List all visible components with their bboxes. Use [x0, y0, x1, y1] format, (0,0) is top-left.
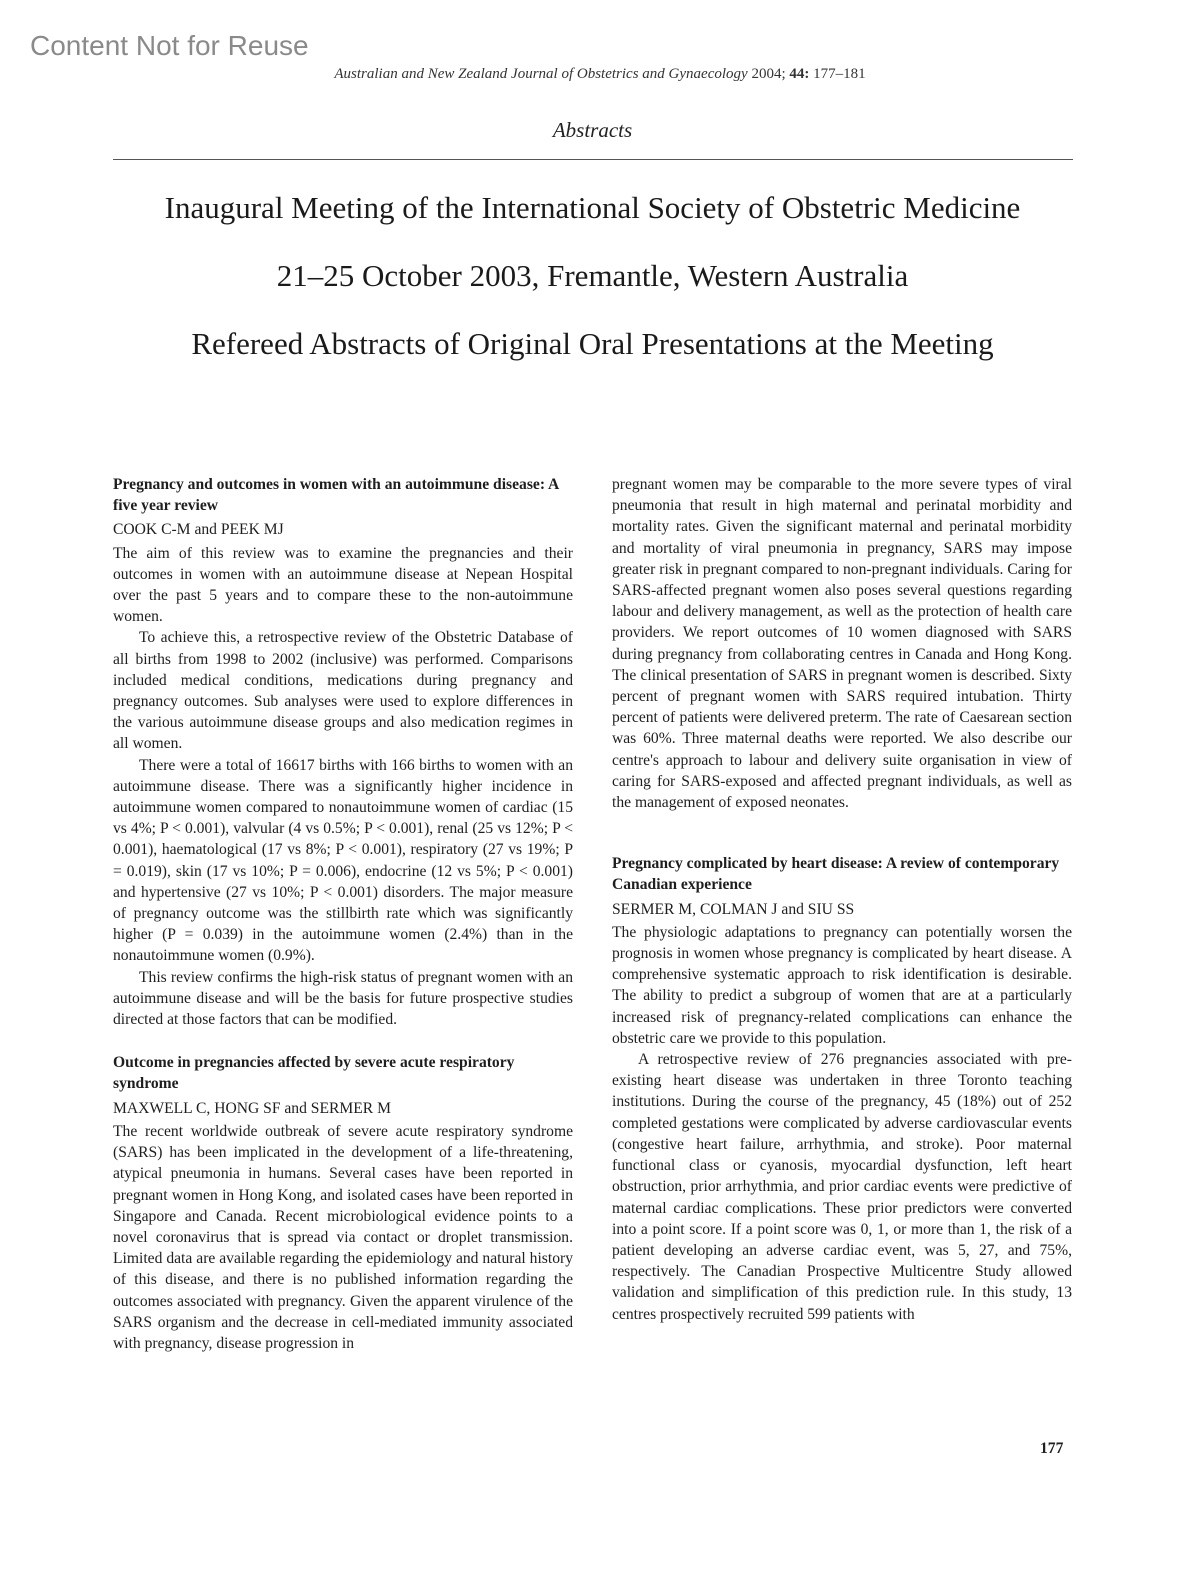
abstract-paragraph: A retrospective review of 276 pregnancies associated with pre-existing heart disease was undertaken in three Toronto teaching institutions. During the course of the pregnancy, 45 (18%) out of 252 completed gestations were complicated by adverse cardiovascular events (congestive heart failure, arrhythmia, and stroke). Poor maternal functional class or cyanosis, myocardial dysfunction, left heart obstruction, prior arrhythmia, and prior cardiac events were predictive of maternal cardiac complications. These prior predictors were converted into a point score. If a point score was 0, 1, or more than 1, the risk of a patient developing an adverse cardiac event, was 5, 27, and 75%, respectively. The Canadian Prospective Multicentre Study allowed validation and simplification of this prediction rule. In this study, 13 centres prospectively recruited 599 patients with — [612, 1051, 1072, 1323]
abstract-title: Pregnancy complicated by heart disease: A review of contemporary Canadian experience — [612, 855, 1060, 894]
abstract-paragraph: pregnant women may be comparable to the more severe types of viral pneumonia that result in high maternal and perinatal morbidity and mortality rates. Given the significant maternal and perinatal morbidity and mortality of viral pneumonia in pregnancy, SARS may impose greater risk in pregnant compared to non-pregnant individuals. Caring for SARS-affected pregnant women also poses several questions regarding labour and delivery management, as well as the protection of health care providers. We report outcomes of 10 women diagnosed with SARS during pregnancy from collaborating centres in Canada and Hong Kong. The clinical presentation of SARS in pregnant women is described. Sixty percent of pregnant women with SARS required intubation. Thirty percent of patients were delivered preterm. The rate of Caesarean section was 60%. Three maternal deaths were reported. We also describe our centre's approach to labour and delivery suite organisation in view of caring for SARS-exposed and affected pregnant individuals, as well as the management of exposed neonates. — [612, 476, 1072, 812]
abstract-title: Pregnancy and outcomes in women with an autoimmune disease: A five year review — [113, 476, 559, 515]
abstract-title: Outcome in pregnancies affected by severe acute respiratory syndrome — [113, 1054, 515, 1093]
abstract-authors: COOK C-M and PEEK MJ — [113, 521, 284, 539]
abstract-authors: MAXWELL C, HONG SF and SERMER M — [113, 1099, 391, 1117]
journal-year: 2004; — [751, 66, 786, 82]
page-number: 177 — [1040, 1440, 1064, 1457]
abstract-paragraph: This review confirms the high-risk status of pregnant women with an autoimmune disease and will be the basis for future prospective studies directed at those factors that can be modified. — [113, 968, 573, 1029]
left-column — [113, 474, 573, 1354]
abstract-heart-disease — [612, 853, 1072, 1324]
section-label: Abstracts — [552, 118, 633, 142]
abstract-autoimmune — [113, 474, 573, 1030]
abstract-paragraph: The recent worldwide outbreak of severe acute respiratory syndrome (SARS) has been implicated in the development of a life-threatening, atypical pneumonia in humans. Several cases have been reported in pregnant women in Hong Kong, and isolated cases have been reported in Singapore and Canada. Recent microbiological evidence points to a novel coronavirus that is spread via contact or droplet transmission. Limited data are available regarding the epidemiology and natural history of this disease, and there is no published information regarding the outcomes associated with pregnancy. Given the apparent virulence of the SARS organism and the decrease in cell-mediated immunity associated with pregnancy, disease progression in — [113, 1122, 573, 1352]
abstract-sars — [113, 1052, 573, 1354]
abstract-paragraph: There were a total of 16617 births with 166 births to women with an autoimmune disease. There was a significantly higher incidence in autoimmune women compared to nonautoimmune women of cardiac (15 vs 4%; P < 0.001), valvular (4 vs 0.5%; P < 0.001), renal (25 vs 12%; P < 0.001), haematological (17 vs 8%; P < 0.001), respiratory (27 vs 19%; P = 0.019), skin (17 vs 10%; P = 0.006), endocrine (12 vs 5%; P < 0.001) and hypertensive (27 vs 10%; P < 0.001) disorders. The major measure of pregnancy outcome was the stillbirth rate which was significantly higher (P = 0.039) in the autoimmune women (2.4%) than in the nonautoimmune women (0.9%). — [113, 756, 573, 965]
abstract-authors: SERMER M, COLMAN J and SIU SS — [612, 900, 855, 918]
header-rule — [113, 159, 1073, 160]
journal-name: Australian and New Zealand Journal of Obstetrics and Gynaecology — [334, 66, 748, 82]
meeting-title: Inaugural Meeting of the International Society of Obstetric Medicine — [164, 190, 1021, 225]
abstract-sars-continued — [612, 474, 1072, 813]
right-column — [612, 474, 1072, 1325]
journal-volume: 44: — [789, 66, 810, 82]
watermark: Content Not for Reuse — [30, 30, 309, 61]
abstract-paragraph: The aim of this review was to examine the pregnancies and their outcomes in women with an autoimmune disease at Nepean Hospital over the past 5 years and to compare these to the non-autoimmune women. — [113, 544, 573, 626]
journal-pages: 177–181 — [813, 66, 866, 82]
abstract-paragraph: The physiologic adaptations to pregnancy can potentially worsen the prognosis in women whose pregnancy is complicated by heart disease. A comprehensive systematic approach to risk identification is desirable. The ability to predict a subgroup of women that are at a particularly increased risk of pregnancy-related complications can enhance the obstetric care we provide to this population. — [612, 923, 1072, 1047]
abstract-paragraph: To achieve this, a retrospective review of the Obstetric Database of all births from 1998 to 2002 (inclusive) was performed. Comparisons included medical conditions, medications during pregnancy and pregnancy outcomes. Sub analyses were used to explore differences in the various autoimmune disease groups and also medication regimes in all women. — [113, 629, 573, 753]
meeting-date-location: 21–25 October 2003, Fremantle, Western Australia — [276, 258, 909, 293]
meeting-subtitle: Refereed Abstracts of Original Oral Presentations at the Meeting — [191, 326, 994, 361]
journal-citation — [0, 66, 1200, 83]
